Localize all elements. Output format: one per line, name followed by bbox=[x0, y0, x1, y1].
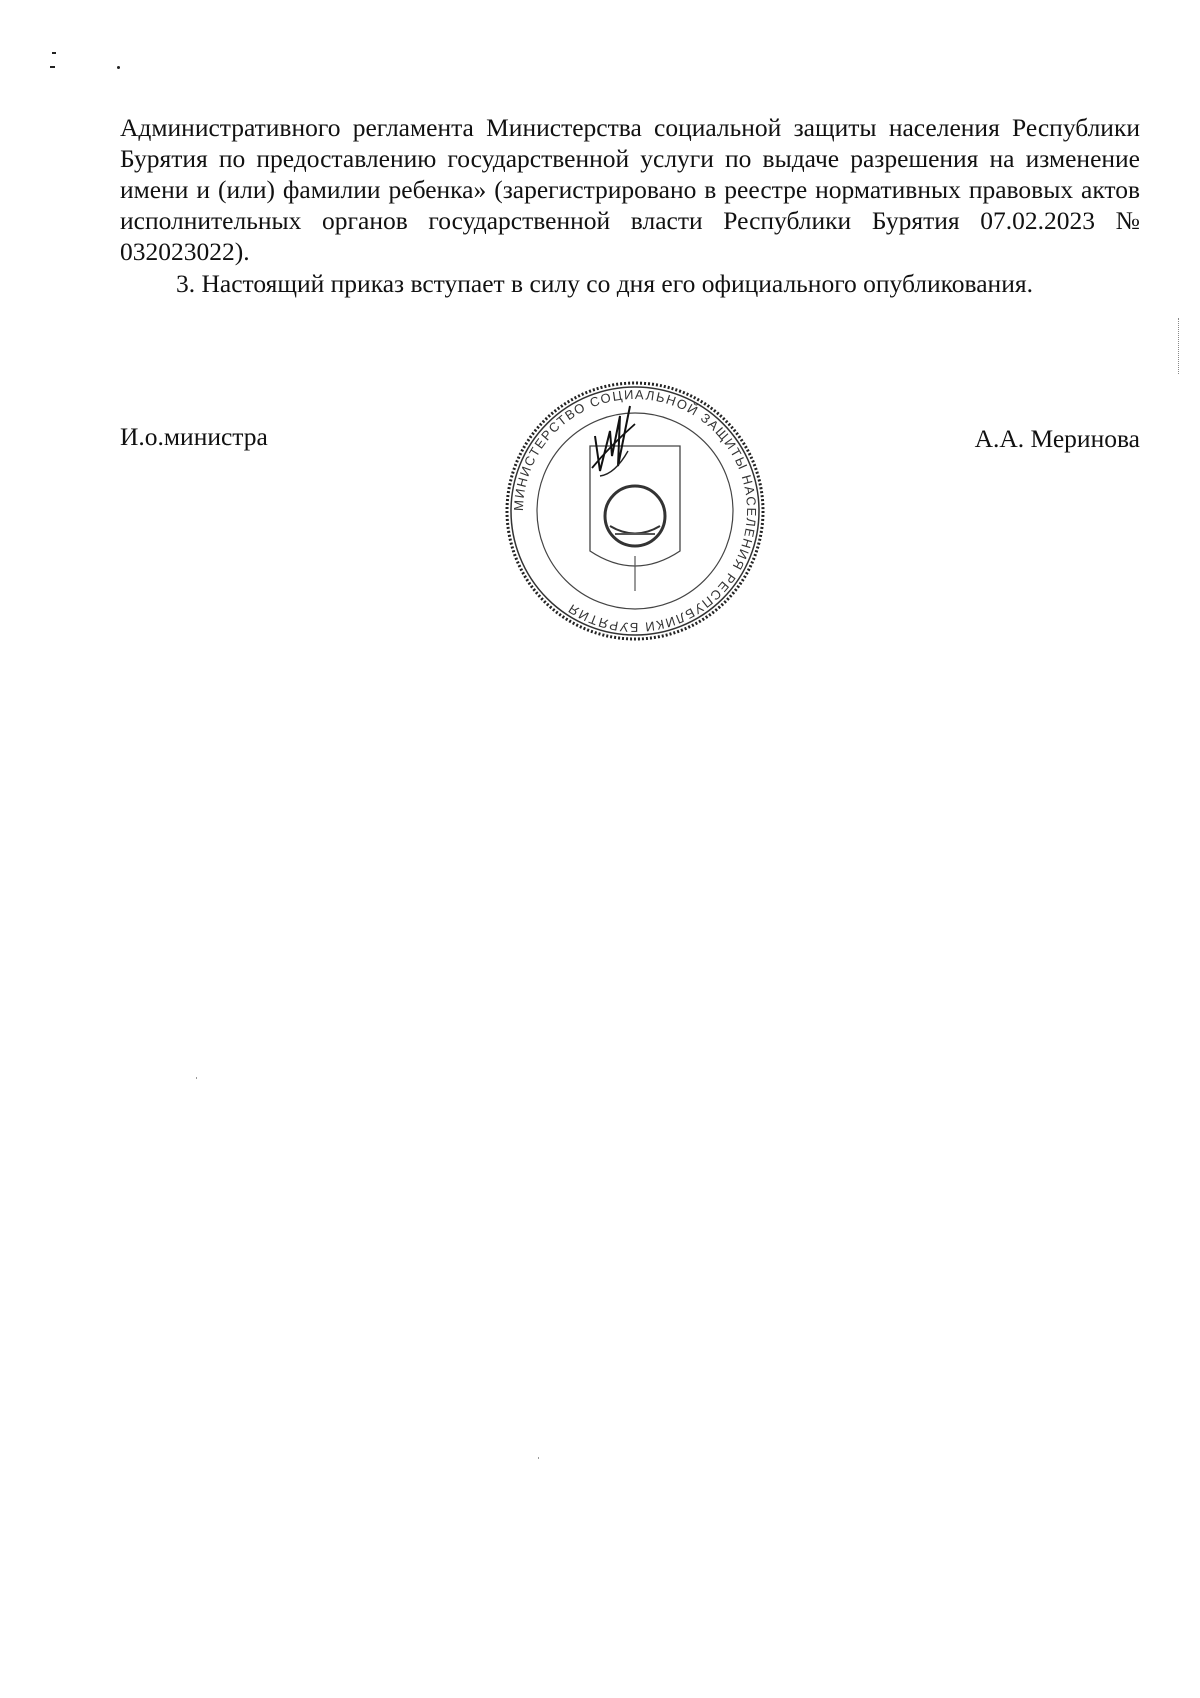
seal-inscription: МИНИСТЕРСТВО СОЦИАЛЬНОЙ ЗАЩИТЫ НАСЕЛЕНИЯ РЕСПУБЛИКИ БУРЯТИЯ bbox=[510, 386, 760, 636]
scan-speck bbox=[52, 52, 56, 54]
seal-graphic bbox=[500, 376, 770, 646]
signer-name: А.А. Меринова bbox=[974, 424, 1140, 453]
scan-edge-marks bbox=[1178, 318, 1181, 374]
scan-speck bbox=[196, 1077, 197, 1079]
paragraph-continuation: Административного регламента Министерства социальной защиты населения Республики Бурятия по предоставлению государственной услуги по выдаче разрешения на изменение имени и (или) фамилии ребенка» (зарегистрировано в реестре нормативных правовых актов исполнительных органов государственной власти Республики Бурятия 07.02.2023 № 032023022). bbox=[120, 113, 1140, 266]
scan-speck bbox=[117, 66, 120, 69]
scan-speck bbox=[538, 1457, 539, 1459]
scan-speck bbox=[50, 66, 55, 68]
official-seal bbox=[500, 376, 770, 646]
signer-title: И.о.министра bbox=[120, 422, 268, 451]
clause-3: 3. Настоящий приказ вступает в силу со дня его официального опубликования. bbox=[176, 269, 1033, 298]
